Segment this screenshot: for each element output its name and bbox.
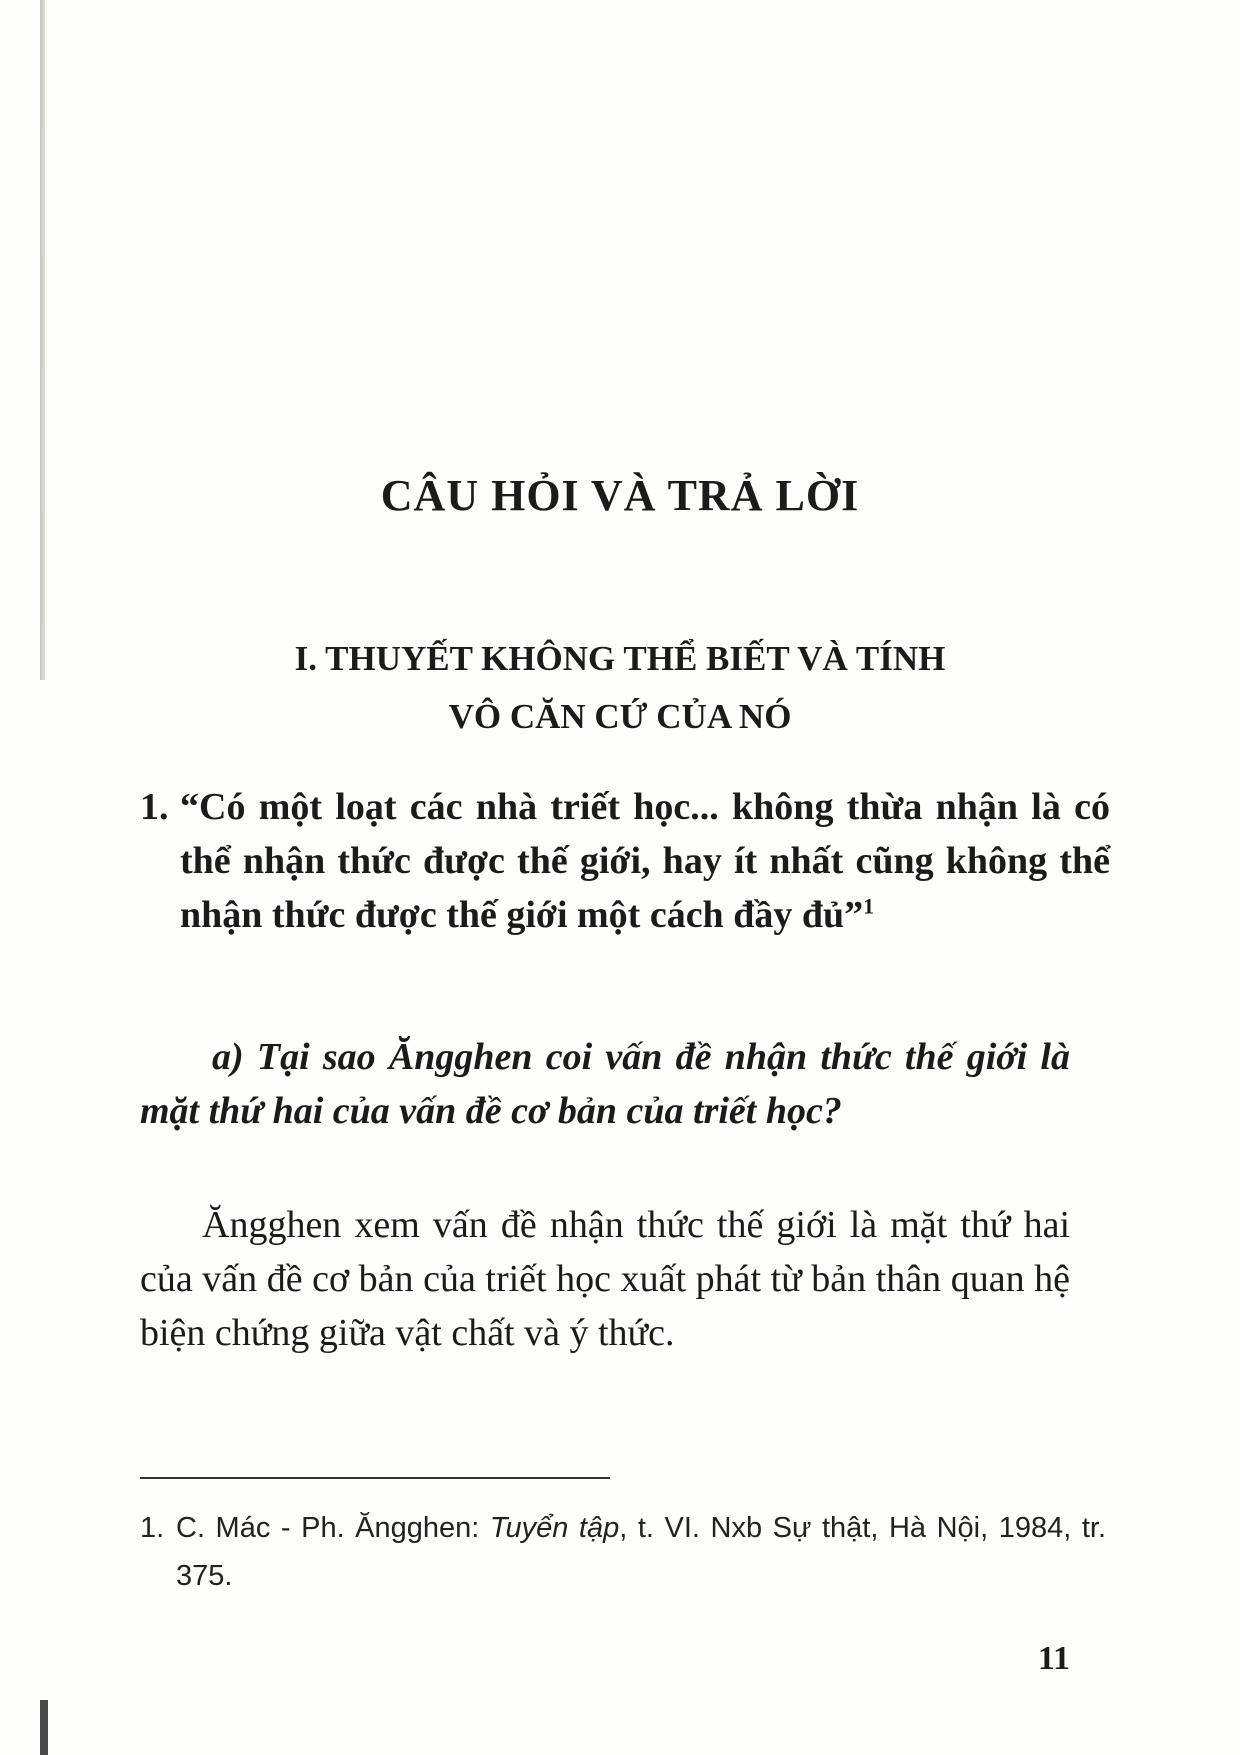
question-text: “Có một loạt các nhà triết học... không thừa nhận là có thể nhận thức được thế giới, hay ít nhất cũng không thể nhận thức được thế giới một cách đầy đủ” [180, 786, 1110, 936]
section-heading-line-1: I. THUYẾT KHÔNG THỂ BIẾT VÀ TÍNH [294, 639, 946, 678]
footnote-work-title: Tuyển tập [489, 1512, 620, 1544]
section-heading-line-2: VÔ CĂN CỨ CỦA NÓ [448, 697, 792, 736]
page-number: 11 [1037, 1640, 1070, 1677]
section-heading [0, 630, 1240, 746]
question-1 [140, 780, 1110, 942]
footnote-details: , t. VI. Nxb Sự thật, Hà Nội, 1984, tr. 375. [176, 1512, 1106, 1592]
footnote-1 [140, 1504, 1106, 1600]
question-number: 1. [140, 786, 169, 828]
answer-paragraph: Ăngghen xem vấn đề nhận thức thế giới là mặt thứ hai của vấn đề cơ bản của triết học xuất phát từ bản thân quan hệ biện chứng giữa vật chất và ý thức. [140, 1204, 1070, 1354]
chapter-title: CÂU HỎI VÀ TRẢ LỜI [380, 471, 860, 520]
footnote-divider [140, 1477, 610, 1479]
page-binding-edge [40, 0, 45, 680]
footnote-reference: 1 [863, 893, 875, 919]
page-binding-edge-bottom [40, 1700, 48, 1755]
sub-question-a: a) Tại sao Ăngghen coi vấn đề nhận thức thế giới là mặt thứ hai của vấn đề cơ bản của triết học? [140, 1036, 1070, 1132]
footnote-number: 1. [140, 1512, 165, 1544]
footnote-authors: C. Mác - Ph. Ăngghen: [176, 1512, 480, 1544]
